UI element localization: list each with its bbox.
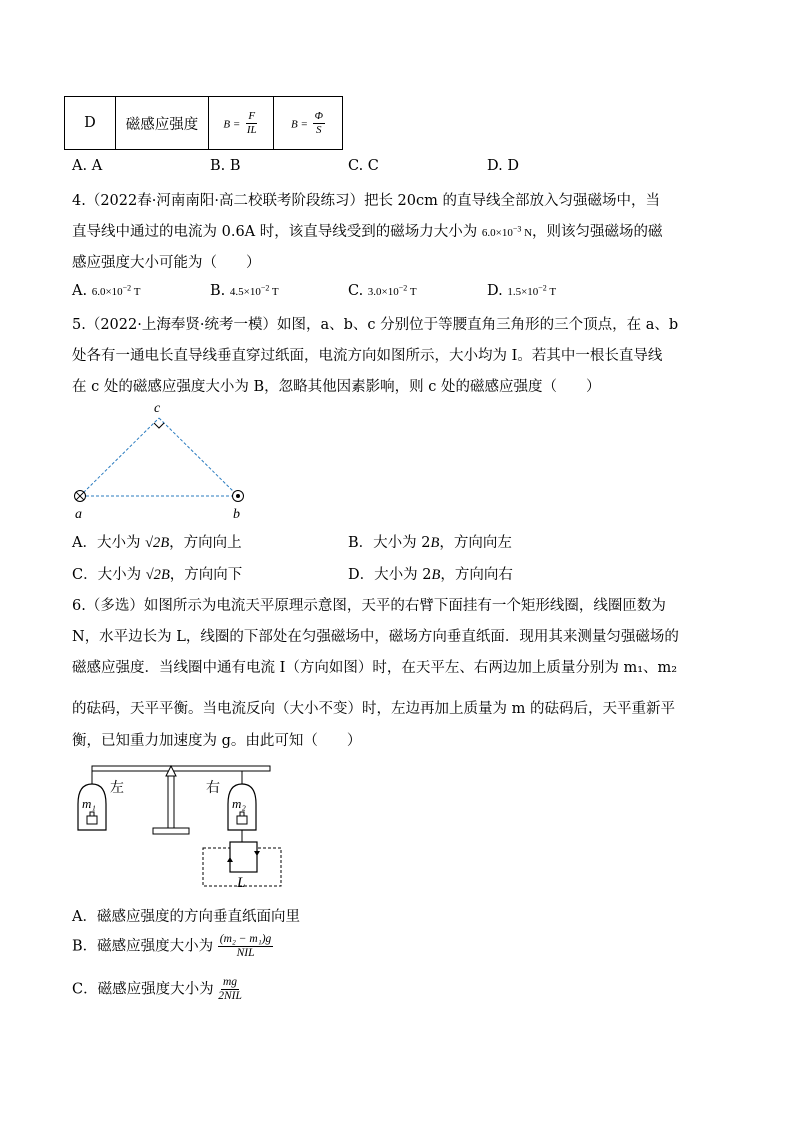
q5-opt-c-sqrt: √2	[145, 567, 161, 583]
table-row	[65, 97, 343, 150]
left-weight-icon	[87, 816, 97, 824]
q4-option-d	[487, 283, 556, 299]
q5-opt-c-post: ，方向向下	[169, 567, 243, 583]
q6-opt-c-pre: C．磁感应强度大小为	[72, 981, 219, 998]
q5-opt-a-post: ，方向向上	[169, 535, 242, 551]
q6-line-3: 磁感应强度．当线圈中通有电流 I（方向如图）时，在天平左、右两边加上质量分别为 m₁、m₂	[72, 660, 678, 676]
q6-line-5: 衡，已知重力加速度为 g。由此可知（ ）	[72, 733, 362, 749]
current-into-page-icon	[75, 491, 86, 502]
label-left: 左	[110, 781, 124, 796]
q5-option-b	[348, 531, 512, 552]
q6-opt-c-den: 2NIL	[218, 990, 242, 1002]
q4-force-exp: −3	[512, 224, 522, 234]
q5-opt-d-post: ，方向向右	[440, 567, 513, 583]
q3-option-a: A. A	[72, 158, 103, 174]
current-balance-figure	[70, 760, 290, 892]
q5-opt-c-pre: C．大小为	[72, 567, 146, 583]
table-cell-formula-1	[209, 97, 274, 150]
q4-line-2	[72, 220, 663, 241]
q5-opt-d-pre: D．大小为 2	[348, 567, 432, 583]
right-angle-mark	[154, 423, 164, 428]
rectangular-coil	[230, 842, 257, 872]
q3-option-c: C. C	[348, 158, 379, 174]
q5-opt-b-var: B	[430, 535, 440, 551]
q4-opt-d-mant: 1.5×10	[507, 286, 539, 298]
formula2-num: Φ	[314, 109, 323, 122]
q5-opt-a-var: B	[160, 535, 170, 551]
q4-option-c	[348, 283, 417, 299]
triangle-side-bc	[159, 418, 238, 496]
formula1-lhs: B =	[223, 118, 241, 130]
q5-opt-b-post: ，方向向左	[439, 535, 512, 551]
q6-line-4: 的砝码，天平平衡。当电流反向（大小不变）时，左边再加上质量为 m 的砝码后，天平重新平	[72, 701, 675, 717]
q5-opt-d-var: B	[431, 567, 441, 583]
q4-opt-b-label: B.	[210, 283, 226, 299]
balance-post	[168, 776, 174, 828]
q5-triangle-figure	[60, 396, 260, 524]
balance-base	[153, 828, 189, 834]
q5-opt-a-sqrt: √2	[145, 535, 161, 551]
q5-option-a	[72, 531, 242, 552]
q4-line-2b: ，则该匀强磁场的磁	[532, 224, 663, 240]
q4-line-1: 4.（2022春·河南南阳·高二校联考阶段练习）把长 20cm 的直导线全部放入匀强磁场中，当	[72, 193, 660, 209]
q4-opt-d-exp: −2	[538, 283, 547, 293]
q4-line-3: 感应强度大小可能为（ ）	[72, 255, 261, 271]
q5-opt-b-pre: B．大小为 2	[348, 535, 431, 551]
q6-option-a: A．磁感应强度的方向垂直纸面向里	[72, 909, 300, 925]
q4-force	[481, 224, 533, 239]
q4-option-a	[72, 283, 140, 299]
q4-opt-b-unit: T	[269, 286, 279, 298]
q3-option-d: D. D	[487, 158, 519, 174]
q4-opt-c-mant: 3.0×10	[367, 286, 399, 298]
q4-opt-c-label: C.	[348, 283, 364, 299]
q4-opt-a-mant: 6.0×10	[91, 286, 123, 298]
q4-opt-a-unit: T	[131, 286, 141, 298]
q4-opt-c-exp: −2	[398, 283, 408, 293]
current-out-of-page-icon	[233, 491, 244, 502]
q6-opt-b-fraction	[218, 933, 274, 960]
label-c: c	[154, 401, 161, 416]
q6-opt-b-pre: B．磁感应强度大小为	[72, 938, 218, 955]
q6-opt-b-den: NIL	[236, 947, 255, 959]
q5-opt-a-pre: A．大小为	[72, 535, 146, 551]
balance-beam	[92, 766, 270, 771]
formula1-num: F	[248, 109, 256, 122]
formula1-fraction	[245, 110, 259, 137]
q4-option-b	[210, 283, 279, 299]
table-cell-letter: D	[65, 97, 116, 150]
label-right: 右	[206, 781, 220, 796]
q4-opt-b-mant: 4.5×10	[229, 286, 261, 298]
q5-line-2: 处各有一通电长直导线垂直穿过纸面，电流方向如图所示，大小均为 I。若其中一根长直导线	[72, 348, 663, 364]
q6-option-b	[72, 933, 273, 960]
q4-opt-a-exp: −2	[122, 283, 132, 293]
q4-line-2a: 直导线中通过的电流为 0.6A 时，该直导线受到的磁场力大小为	[72, 224, 482, 240]
table-cell-formula-2	[274, 97, 343, 150]
right-weight-icon	[237, 816, 247, 824]
q4-opt-c-unit: T	[407, 286, 417, 298]
q6-opt-b-num: (m₂ − m₁)g	[219, 933, 272, 945]
triangle-side-ac	[80, 418, 159, 496]
table-cell-quantity: 磁感应强度	[116, 97, 209, 150]
q6-line-2: N，水平边长为 L，线圈的下部处在匀强磁场中，磁场方向垂直纸面．现用其来测量匀强磁场的	[72, 629, 679, 645]
label-m1: m₁	[82, 796, 96, 811]
q5-option-d	[348, 563, 513, 584]
q4-opt-b-exp: −2	[260, 283, 270, 293]
q5-line-1: 5.（2022·上海奉贤·统考一模）如图，a、b、c 分别位于等腰直角三角形的三个顶点，在 a、b	[72, 317, 679, 333]
formula2-fraction	[313, 110, 325, 137]
q6-opt-c-fraction	[218, 976, 242, 1003]
q5-option-c	[72, 563, 242, 584]
q5-opt-c-var: B	[160, 567, 170, 583]
q3-option-b: B. B	[210, 158, 241, 174]
formula2-lhs: B =	[291, 118, 308, 130]
q6-option-c	[72, 976, 242, 1003]
q6-line-1: 6.（多选）如图所示为电流天平原理示意图，天平的右臂下面挂有一个矩形线圈，线圈匝数为	[72, 598, 666, 614]
q6-opt-c-num: mg	[223, 976, 238, 988]
q4-opt-d-label: D.	[487, 283, 503, 299]
label-a: a	[75, 507, 82, 522]
q4-opt-a-label: A.	[72, 283, 88, 299]
label-L: L	[237, 875, 246, 891]
q4-opt-d-unit: T	[546, 286, 557, 298]
q4-force-mant: 6.0×10	[481, 227, 513, 239]
q5-line-3: 在 c 处的磁感应强度大小为 B，忽略其他因素影响，则 c 处的磁感应强度（ ）	[72, 379, 601, 395]
label-b: b	[233, 507, 240, 522]
q4-force-unit: N	[521, 227, 533, 239]
formula2-den: S	[316, 123, 322, 136]
formula1-den: IL	[246, 123, 257, 136]
label-m2: m₂	[232, 796, 246, 811]
definition-table	[64, 96, 343, 150]
